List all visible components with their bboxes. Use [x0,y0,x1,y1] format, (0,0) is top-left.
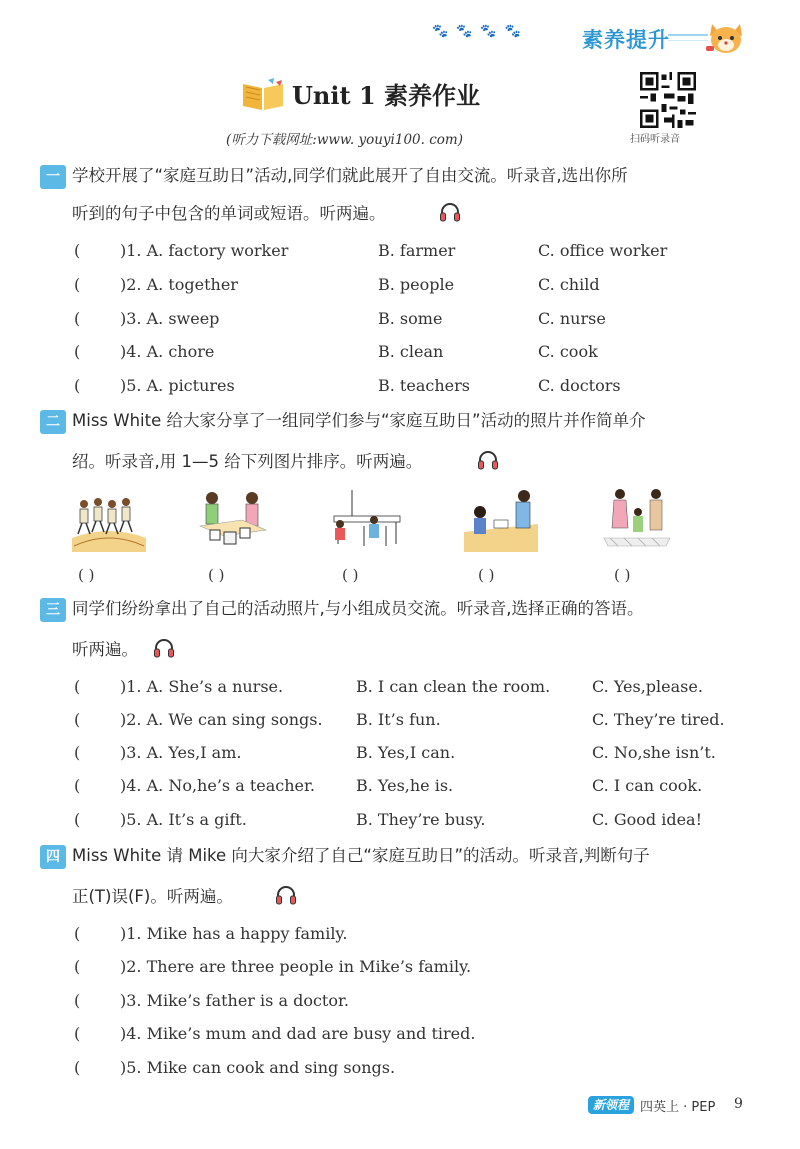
option-b: B. clean [378,342,444,361]
fox-mascot-icon [706,20,746,56]
statement: )5. Mike can cook and sing songs. [120,1058,396,1077]
answer-paren[interactable]: ( [74,776,81,795]
option-c: C. nurse [538,309,606,328]
picture-1-answer[interactable]: ( ) [78,566,95,584]
headphones-icon [438,200,462,224]
option-a: )3. A. sweep [120,309,220,328]
family-gifts-picture [196,486,270,552]
answer-paren[interactable]: ( [74,309,81,328]
option-b: B. It’s fun. [356,710,441,729]
paw-prints-decoration: 🐾🐾🐾🐾 [432,24,529,39]
option-b: B. I can clean the room. [356,677,551,696]
section-1-instruction-line-1: 学校开展了“家庭互助日”活动,同学们就此展开了自由交流。听录音,选出你所 [72,166,628,185]
section-2-instruction-line-1: Miss White 给大家分享了一组同学们参与“家庭互助日”活动的照片并作简单介 [72,411,646,430]
publisher-logo: 新领程 [588,1096,634,1114]
section-1-instruction-line-2: 听到的句子中包含的单词或短语。听两遍。 [72,204,386,223]
open-book-icon [240,76,286,112]
section-4-instruction-line-2: 正(T)误(F)。听两遍。 [72,887,233,906]
statement: )2. There are three people in Mike’s family. [120,957,472,976]
answer-paren[interactable]: ( [74,743,81,762]
section-2-badge: 二 [40,410,66,434]
kids-at-table-picture [330,486,404,552]
answer-paren[interactable]: ( [74,710,81,729]
option-a: )4. A. No,he’s a teacher. [120,776,315,795]
answer-paren[interactable]: ( [74,810,81,829]
section-1-badge: 一 [40,165,66,189]
section-3-badge: 三 [40,598,66,622]
option-c: C. child [538,275,600,294]
option-b: B. some [378,309,443,328]
option-b: B. people [378,275,455,294]
option-b: B. Yes,he is. [356,776,454,795]
answer-paren[interactable]: ( [74,376,81,395]
option-a: )1. A. factory worker [120,241,289,260]
section-3-instruction-line-2: 听两遍。 [72,640,138,659]
option-a: )2. A. together [120,275,238,294]
statement: )1. Mike has a happy family. [120,924,348,943]
option-a: )5. A. pictures [120,376,235,395]
option-c: C. I can cook. [592,776,703,795]
section-2-instruction-line-2: 绍。听录音,用 1—5 给下列图片排序。听两遍。 [72,452,423,471]
brand-label: 素养提升 [582,28,670,52]
running-kids-picture [72,486,146,552]
answer-paren[interactable]: ( [74,991,81,1010]
answer-paren[interactable]: ( [74,957,81,976]
option-b: B. farmer [378,241,456,260]
answer-paren[interactable]: ( [74,275,81,294]
option-b: B. They’re busy. [356,810,486,829]
answer-paren[interactable]: ( [74,1058,81,1077]
option-c: C. doctors [538,376,621,395]
answer-paren[interactable]: ( [74,677,81,696]
option-c: C. They’re tired. [592,710,725,729]
download-url: (听力下载网址:www. youyi100. com) [226,132,463,148]
section-4-badge: 四 [40,845,66,869]
parents-talking-picture [464,486,538,552]
statement: )3. Mike’s father is a doctor. [120,991,349,1010]
picture-5-answer[interactable]: ( ) [614,566,631,584]
family-walking-picture [600,486,674,552]
option-c: C. Good idea! [592,810,703,829]
option-c: C. Yes,please. [592,677,703,696]
headphones-icon [152,636,176,660]
option-c: C. office worker [538,241,668,260]
qr-caption: 扫码听录音 [630,134,680,145]
option-a: )3. A. Yes,I am. [120,743,242,762]
answer-paren[interactable]: ( [74,924,81,943]
page-number: 9 [734,1096,743,1112]
option-a: )1. A. She’s a nurse. [120,677,284,696]
section-3-instruction-line-1: 同学们纷纷拿出了自己的活动照片,与小组成员交流。听录音,选择正确的答语。 [72,599,644,618]
picture-2-answer[interactable]: ( ) [208,566,225,584]
answer-paren[interactable]: ( [74,342,81,361]
page-title: Unit 1 素养作业 [292,81,480,110]
option-a: )2. A. We can sing songs. [120,710,323,729]
picture-4-answer[interactable]: ( ) [478,566,495,584]
headphones-icon [476,448,500,472]
option-b: B. Yes,I can. [356,743,456,762]
option-b: B. teachers [378,376,470,395]
option-c: C. No,she isn’t. [592,743,716,762]
answer-paren[interactable]: ( [74,1024,81,1043]
option-c: C. cook [538,342,598,361]
answer-paren[interactable]: ( [74,241,81,260]
swoosh-decoration [668,34,708,41]
headphones-icon [274,883,298,907]
option-a: )5. A. It’s a gift. [120,810,247,829]
option-a: )4. A. chore [120,342,215,361]
picture-3-answer[interactable]: ( ) [342,566,359,584]
qr-code-icon[interactable] [640,72,696,128]
section-4-instruction-line-1: Miss White 请 Mike 向大家介绍了自己“家庭互助日”的活动。听录音,判断句子 [72,846,650,865]
book-info: 四英上 · PEP [640,1100,716,1115]
statement: )4. Mike’s mum and dad are busy and tired. [120,1024,476,1043]
